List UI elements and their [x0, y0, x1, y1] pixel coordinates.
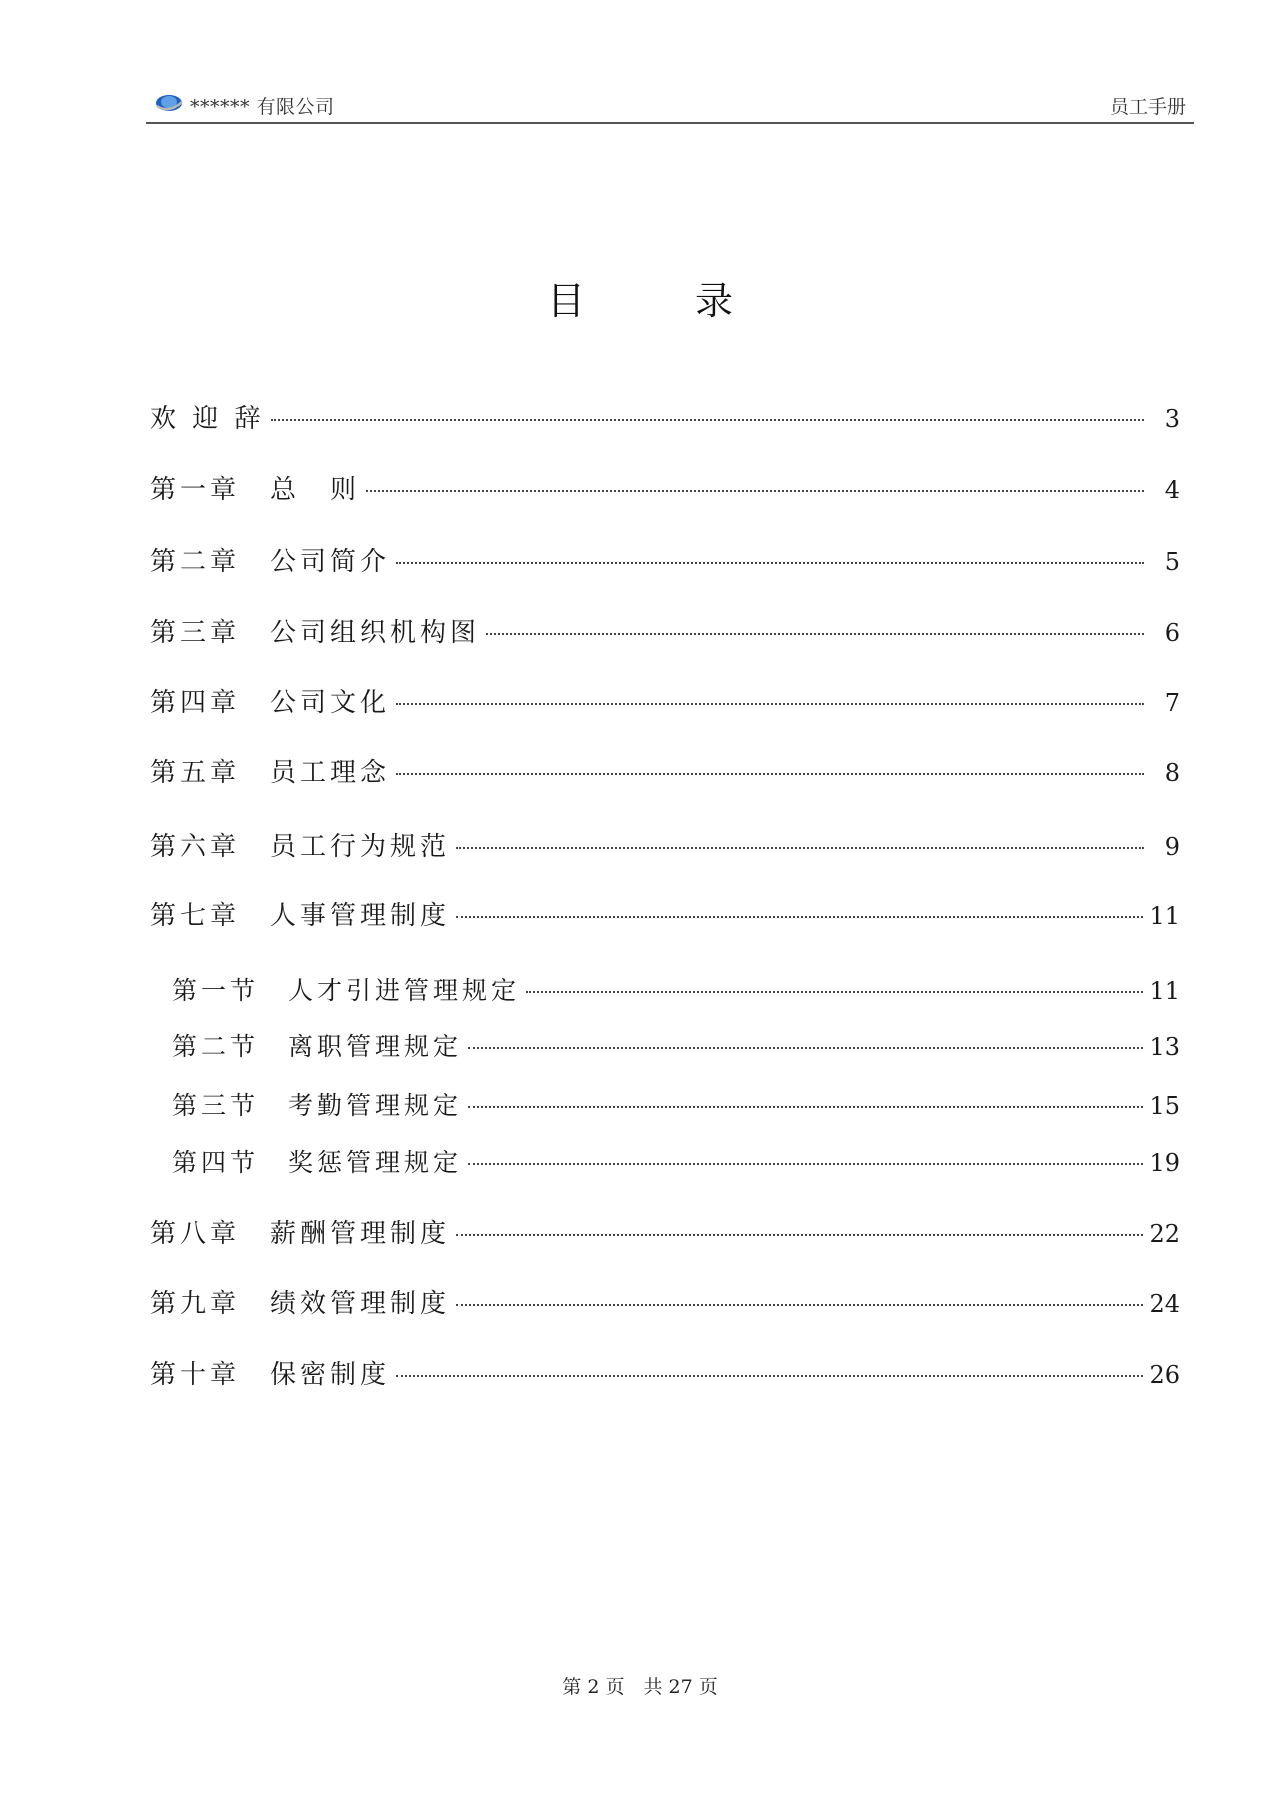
- toc-page-number: 8: [1164, 759, 1180, 787]
- toc-page-number: 6: [1164, 619, 1180, 647]
- toc-entry-section[interactable]: [172, 974, 1180, 1008]
- toc-leader-dots: [468, 1163, 1143, 1165]
- toc-entry[interactable]: [150, 545, 1180, 579]
- toc-leader-dots: [526, 991, 1143, 993]
- toc-page-number: 19: [1149, 1149, 1180, 1177]
- toc-leader-dots: [271, 419, 1144, 421]
- toc-entry-section[interactable]: [172, 1146, 1180, 1180]
- toc-leader-dots: [468, 1106, 1143, 1108]
- toc-entry[interactable]: [150, 1287, 1180, 1321]
- toc-entry-label: 第二章 公司简介: [150, 547, 391, 577]
- toc-page-number: 11: [1149, 902, 1180, 930]
- toc-page-number: 24: [1149, 1290, 1180, 1318]
- toc-page-number: 11: [1149, 977, 1180, 1005]
- toc-entry-label: 第一节 人才引进管理规定: [172, 976, 521, 1005]
- toc-entry[interactable]: [150, 1217, 1180, 1251]
- toc-page-number: 7: [1164, 689, 1180, 717]
- toc-entry[interactable]: [150, 473, 1180, 507]
- toc-entry-label: 第五章 员工理念: [150, 758, 391, 788]
- toc-leader-dots: [396, 1375, 1143, 1377]
- page-title: 目录: [546, 279, 843, 323]
- toc-leader-dots: [456, 916, 1143, 918]
- toc-entry-section[interactable]: [172, 1089, 1180, 1123]
- toc-page-number: 9: [1164, 833, 1180, 861]
- toc-leader-dots: [456, 1304, 1143, 1306]
- toc-leader-dots: [456, 847, 1144, 849]
- toc-leader-dots: [468, 1047, 1143, 1049]
- toc-entry[interactable]: [150, 899, 1180, 933]
- toc-leader-dots: [486, 633, 1144, 635]
- toc-page-number: 26: [1149, 1361, 1180, 1389]
- toc-entry-label: 第六章 员工行为规范: [150, 832, 451, 862]
- toc-entry-label: 第四节 奖惩管理规定: [172, 1148, 463, 1177]
- toc-entry-label: 第八章 薪酬管理制度: [150, 1219, 451, 1249]
- toc-leader-dots: [456, 1234, 1143, 1236]
- toc-page-number: 4: [1164, 476, 1180, 504]
- document-name: 员工手册: [1109, 96, 1186, 118]
- toc-entry-section[interactable]: [172, 1030, 1180, 1064]
- toc-entry[interactable]: [150, 830, 1180, 864]
- page-footer: 第 2 页 共 27 页: [562, 1676, 718, 1698]
- toc-leader-dots: [396, 703, 1144, 705]
- company-name: ****** 有限公司: [190, 96, 335, 118]
- toc-entry[interactable]: [150, 616, 1180, 650]
- toc-entry-label: 第三章 公司组织机构图: [150, 618, 481, 648]
- toc-entry-label: 欢 迎 辞: [150, 404, 265, 434]
- toc-leader-dots: [396, 773, 1144, 775]
- toc-entry-label: 第一章 总 则: [150, 475, 361, 505]
- toc-entry-label: 第九章 绩效管理制度: [150, 1289, 451, 1319]
- toc-entry[interactable]: [150, 686, 1180, 720]
- toc-entry-label: 第四章 公司文化: [150, 688, 391, 718]
- toc-leader-dots: [366, 490, 1144, 492]
- page-header: [146, 88, 1194, 124]
- toc-entry[interactable]: [150, 402, 1180, 436]
- toc-page-number: 5: [1164, 548, 1180, 576]
- company-logo-icon: [154, 92, 184, 114]
- toc-page-number: 22: [1149, 1220, 1180, 1248]
- toc-entry-label: 第三节 考勤管理规定: [172, 1091, 463, 1120]
- toc-page-number: 3: [1164, 405, 1180, 433]
- toc-entry-label: 第二节 离职管理规定: [172, 1032, 463, 1061]
- toc-page-number: 13: [1149, 1033, 1180, 1061]
- toc-entry[interactable]: [150, 756, 1180, 790]
- toc-page-number: 15: [1149, 1092, 1180, 1120]
- toc-entry-label: 第七章 人事管理制度: [150, 901, 451, 931]
- toc-entry[interactable]: [150, 1358, 1180, 1392]
- toc-entry-label: 第十章 保密制度: [150, 1360, 391, 1390]
- toc-leader-dots: [396, 562, 1144, 564]
